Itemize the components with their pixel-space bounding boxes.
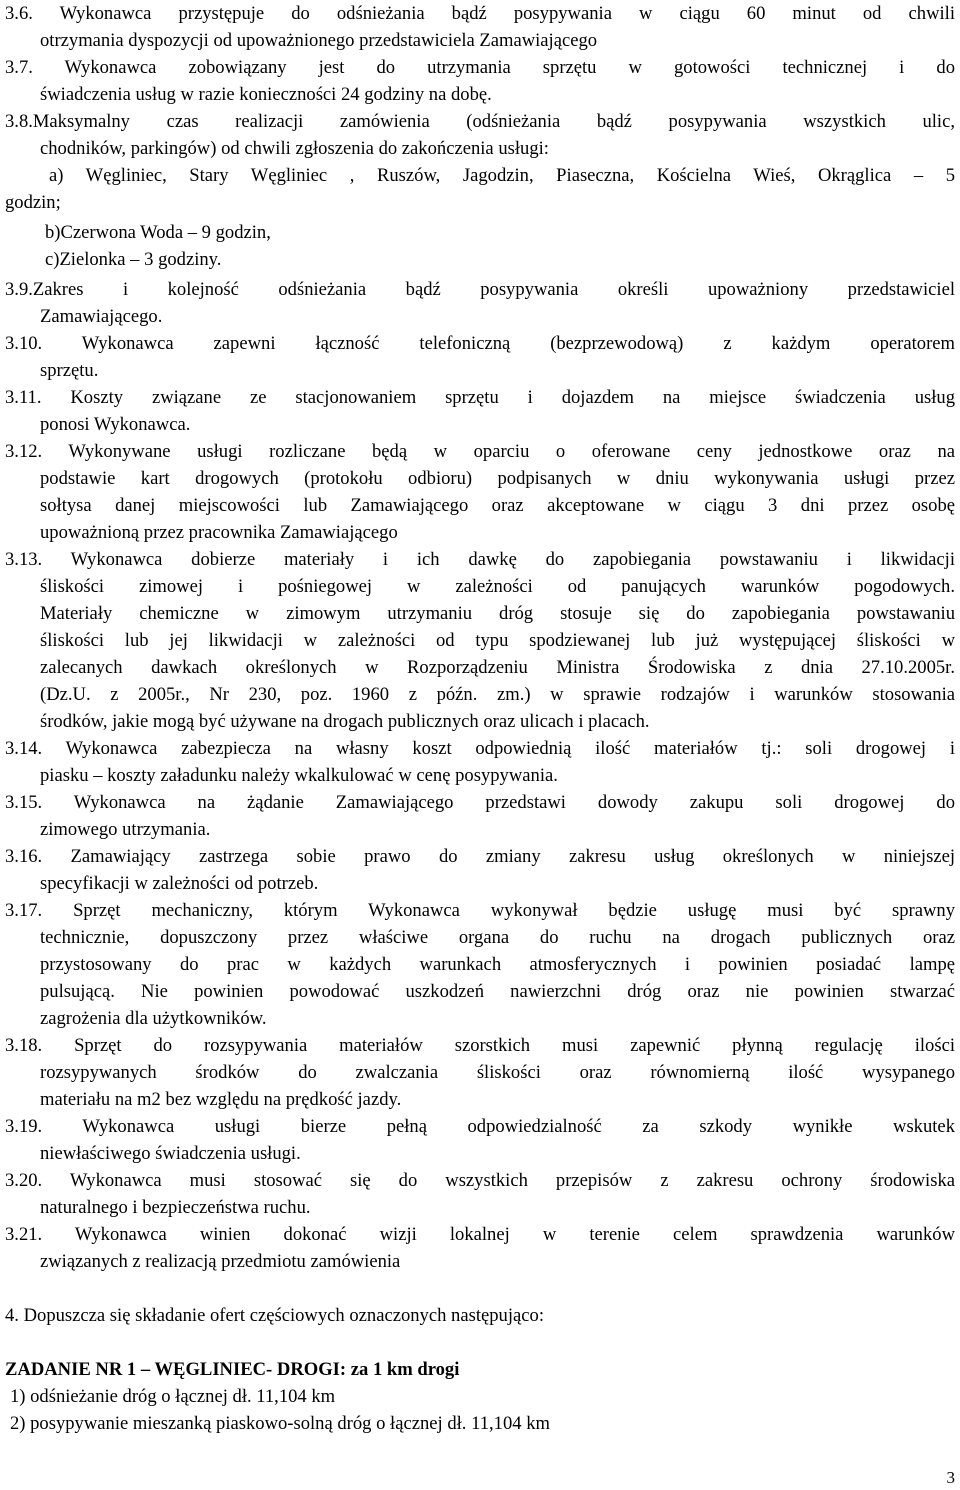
text-line: Zamawiającego. — [40, 306, 163, 327]
text-line: 3.14. Wykonawca zabezpiecza na własny koszt odpowiednią ilość materiałów tj.: soli drogowej i — [5, 738, 955, 759]
text-line: chodników, parkingów) od chwili zgłoszenia do zakończenia usługi: — [40, 138, 549, 159]
text-line: pulsującą. Nie powinien powodować uszkodzeń nawierzchni dróg oraz nie powinien stwarzać — [40, 981, 955, 1002]
text-line: 3.11. Koszty związane ze stacjonowaniem sprzętu i dojazdem na miejsce świadczenia usług — [5, 387, 955, 408]
text-line: rozsypywanych środków do zwalczania śliskości oraz równomierną ilość wysypanego — [40, 1062, 955, 1083]
text-line: technicznie, dopuszczony przez właściwe organa do ruchu na drogach publicznych oraz — [40, 927, 955, 948]
page-number: 3 — [946, 1468, 955, 1487]
text-line: zimowego utrzymania. — [40, 819, 211, 840]
text-line: 3.19. Wykonawca usługi bierze pełną odpowiedzialność za szkody wynikłe wskutek — [5, 1116, 955, 1137]
text-line: 3.12. Wykonywane usługi rozliczane będą w oparciu o oferowane ceny jednostkowe oraz na — [5, 441, 955, 462]
text-line: 3.21. Wykonawca winien dokonać wizji lokalnej w terenie celem sprawdzenia warunków — [5, 1224, 955, 1245]
text-line: otrzymania dyspozycji od upoważnionego przedstawiciela Zamawiającego — [40, 30, 598, 51]
list-item: 2) posypywanie mieszanką piaskowo-solną dróg o łącznej dł. 11,104 km — [10, 1413, 550, 1434]
text-line: b)Czerwona Woda – 9 godzin, — [45, 222, 271, 243]
text-line: zagrożenia dla użytkowników. — [40, 1008, 267, 1029]
text-line: specyfikacji w zależności od potrzeb. — [40, 873, 319, 894]
section-heading: ZADANIE NR 1 – WĘGLINIEC- DROGI: za 1 km drogi — [5, 1359, 460, 1380]
text-line: naturalnego i bezpieczeństwa ruchu. — [40, 1197, 311, 1218]
text-line: śliskości zimowej i pośniegowej w zależności od panujących warunków pogodowych. — [40, 576, 955, 597]
text-line: środków, jakie mogą być używane na drogach publicznych oraz ulicach i placach. — [40, 711, 650, 732]
text-line: 3.8.Maksymalny czas realizacji zamówienia (odśnieżania bądź posypywania wszystkich ulic, — [5, 111, 955, 132]
text-line: sprzętu. — [40, 360, 99, 381]
text-line: 3.15. Wykonawca na żądanie Zamawiającego przedstawi dowody zakupu soli drogowej do — [5, 792, 955, 813]
text-line: 3.6. Wykonawca przystępuje do odśnieżania bądź posypywania w ciągu 60 minut od chwili — [5, 3, 955, 24]
text-line: 3.10. Wykonawca zapewni łączność telefoniczną (bezprzewodową) z każdym operatorem — [5, 333, 955, 354]
text-line: świadczenia usług w razie konieczności 24 godziny na dobę. — [40, 84, 492, 105]
text-line: niewłaściwego świadczenia usługi. — [40, 1143, 301, 1164]
text-line: przystosowany do prac w każdych warunkach atmosferycznych i powinien posiadać lampę — [40, 954, 955, 975]
text-line: ponosi Wykonawca. — [40, 414, 191, 435]
text-line: 3.9.Zakres i kolejność odśnieżania bądź posypywania określi upoważniony przedstawiciel — [5, 279, 955, 300]
text-line: sołtysa danej miejscowości lub Zamawiającego oraz akceptowane w ciągu 3 dni przez osobę — [40, 495, 955, 516]
text-line: 4. Dopuszcza się składanie ofert częściowych oznaczonych następująco: — [5, 1305, 544, 1326]
list-item: 1) odśnieżanie dróg o łącznej dł. 11,104 km — [10, 1386, 336, 1407]
text-line: piasku – koszty załadunku należy wkalkulować w cenę posypywania. — [40, 765, 558, 786]
text-line: godzin; — [5, 192, 61, 213]
text-line: 3.7. Wykonawca zobowiązany jest do utrzymania sprzętu w gotowości technicznej i do — [5, 57, 955, 78]
text-line: 3.18. Sprzęt do rozsypywania materiałów szorstkich musi zapewnić płynną regulację ilości — [5, 1035, 955, 1056]
text-line: związanych z realizacją przedmiotu zamówienia — [40, 1251, 401, 1272]
text-line: c)Zielonka – 3 godziny. — [45, 249, 222, 270]
text-line: zalecanych dawkach określonych w Rozporządzeniu Ministra Środowiska z dnia 27.10.2005r. — [40, 657, 955, 678]
text-line: (Dz.U. z 2005r., Nr 230, poz. 1960 z późn. zm.) w sprawie rodzajów i warunków stosowania — [40, 684, 955, 705]
text-line: 3.17. Sprzęt mechaniczny, którym Wykonawca wykonywał będzie usługę musi być sprawny — [5, 900, 955, 921]
text-line: podstawie kart drogowych (protokołu odbioru) podpisanych w dniu wykonywania usługi przez — [40, 468, 955, 489]
text-line: 3.16. Zamawiający zastrzega sobie prawo do zmiany zakresu usług określonych w niniejszej — [5, 846, 955, 867]
text-line: a) Węgliniec, Stary Węgliniec , Ruszów, Jagodzin, Piaseczna, Kościelna Wieś, Okrąglica – 5 — [49, 165, 955, 186]
text-line: materiału na m2 bez względu na prędkość jazdy. — [40, 1089, 402, 1110]
text-line: śliskości lub jej likwidacji w zależności od typu spodziewanej lub już występującej śliskości w — [40, 630, 955, 651]
text-line: 3.13. Wykonawca dobierze materiały i ich dawkę do zapobiegania powstawaniu i likwidacji — [5, 549, 955, 570]
text-line: Materiały chemiczne w zimowym utrzymaniu dróg stosuje się do zapobiegania powstawaniu — [40, 603, 955, 624]
text-line: upoważnioną przez pracownika Zamawiającego — [40, 522, 398, 543]
text-line: 3.20. Wykonawca musi stosować się do wszystkich przepisów z zakresu ochrony środowiska — [5, 1170, 955, 1191]
